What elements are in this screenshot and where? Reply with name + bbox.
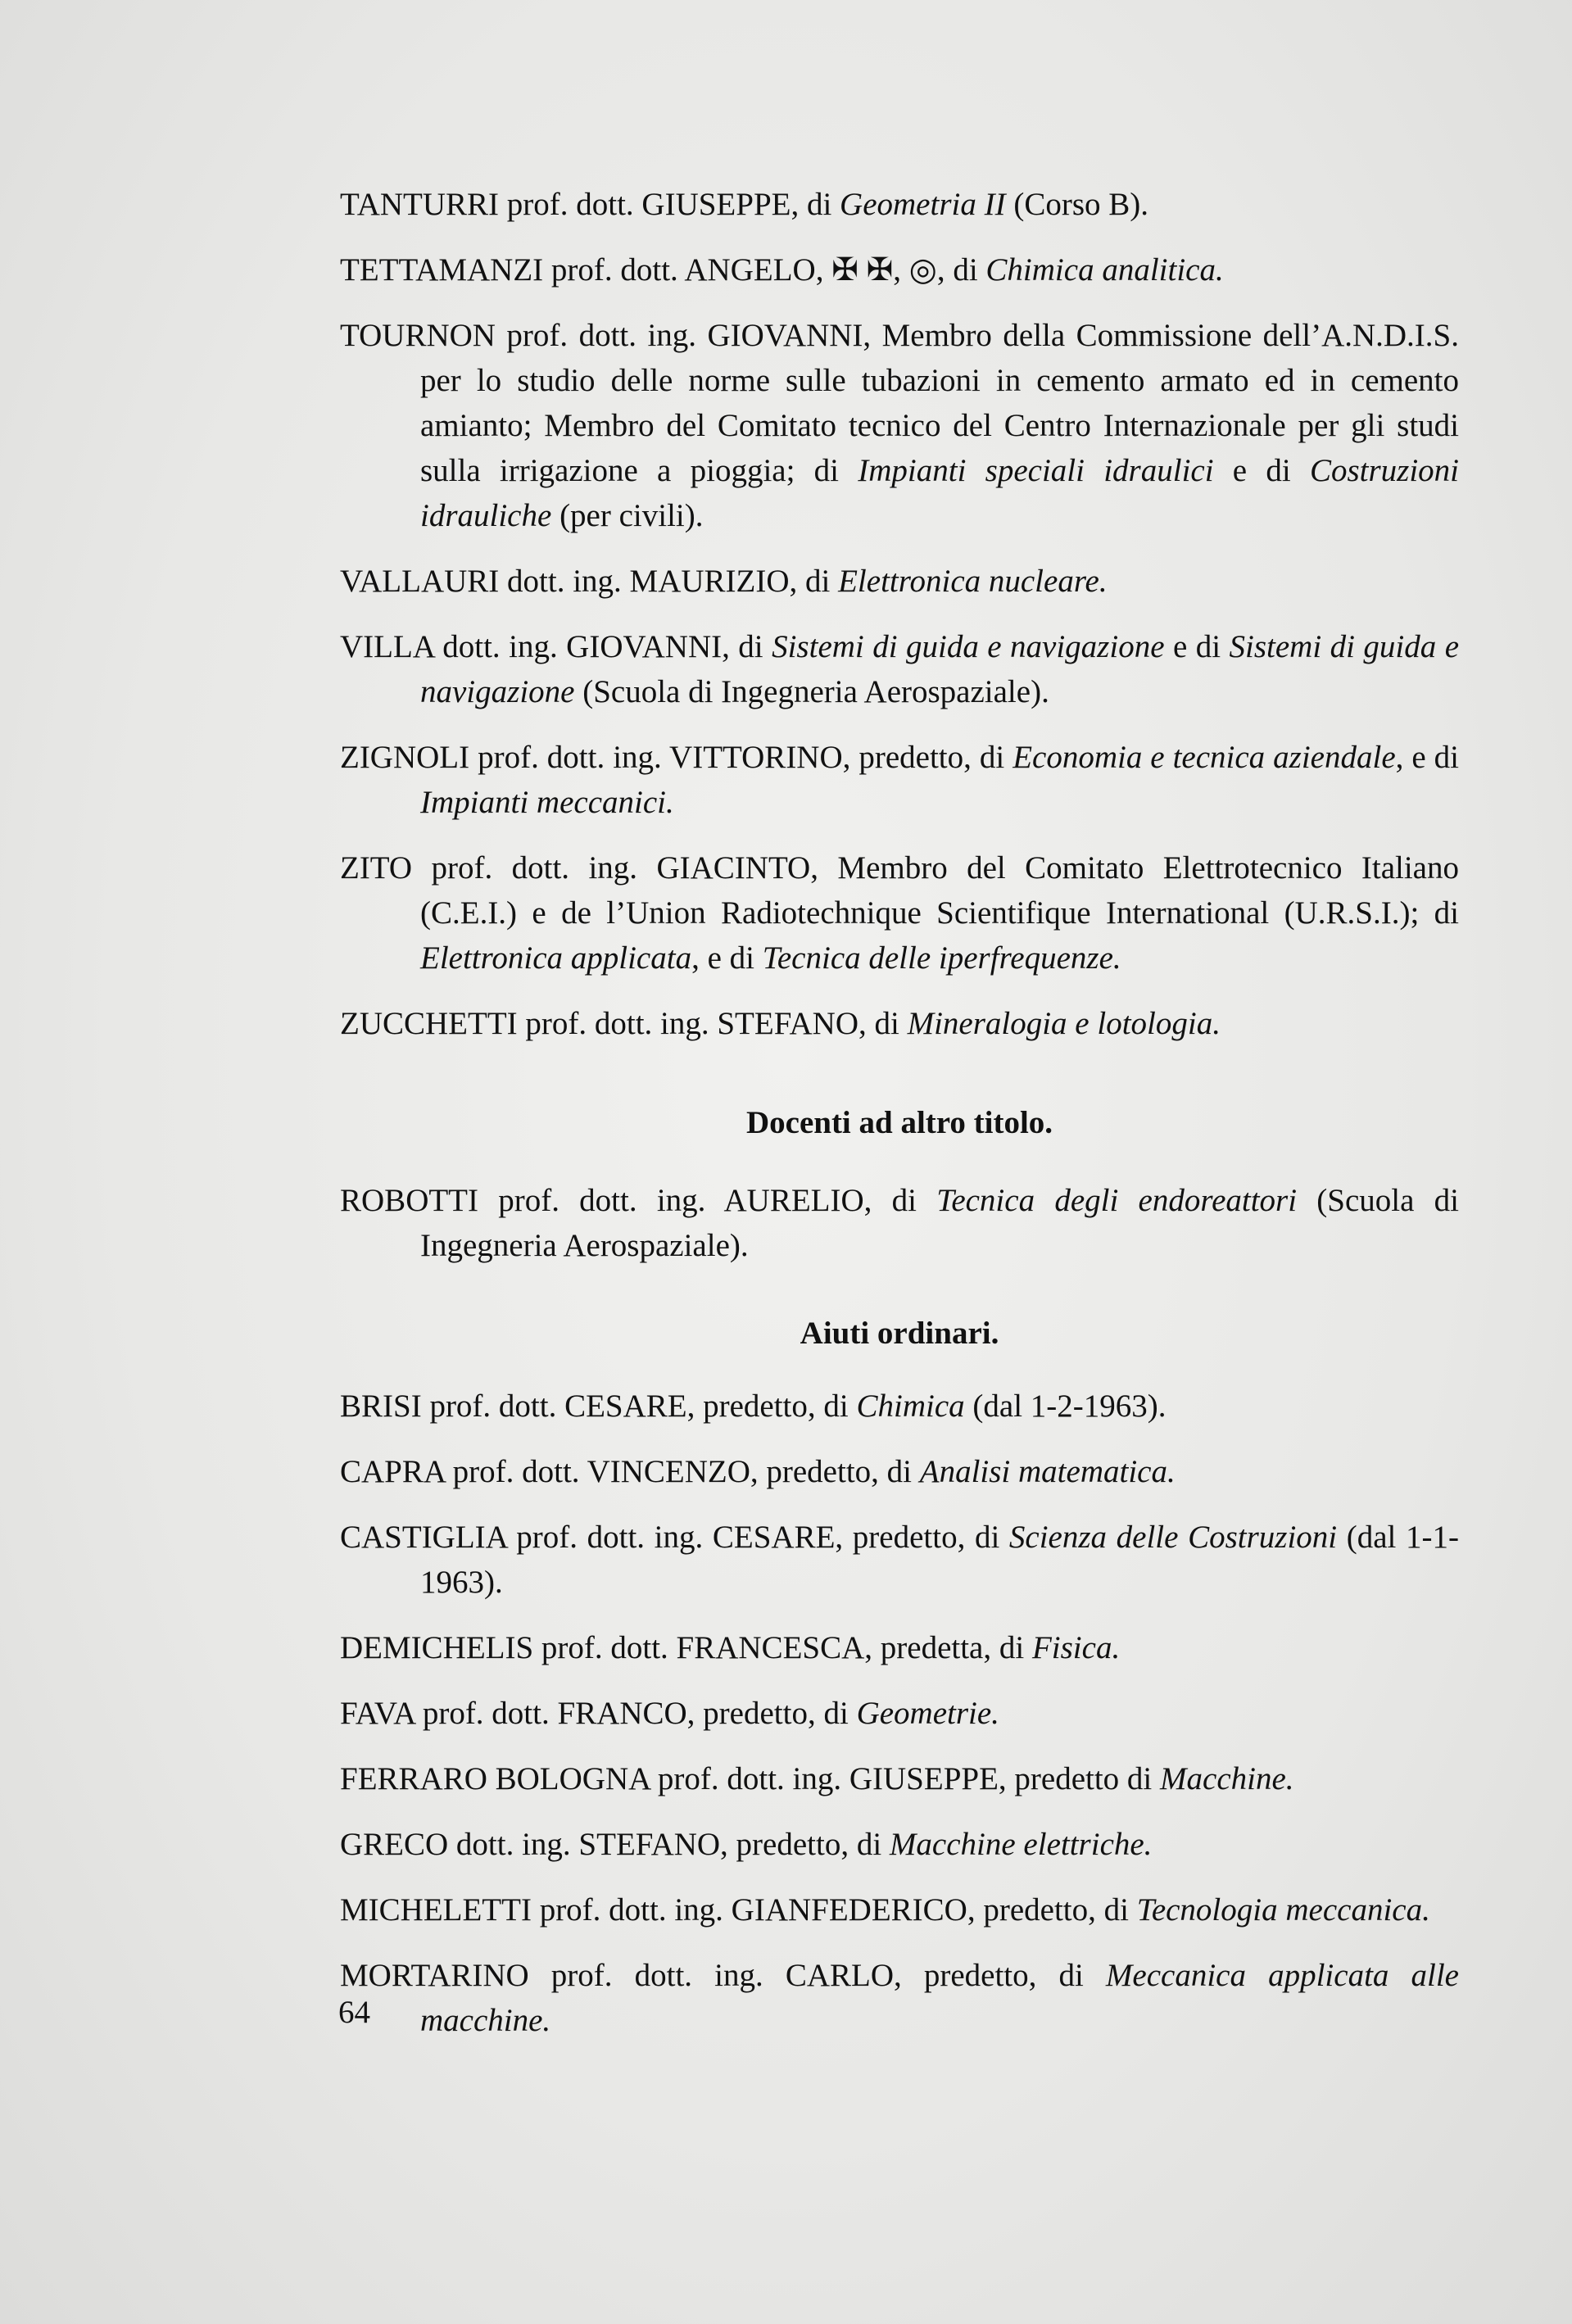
faculty-entry: CASTIGLIA prof. dott. ing. CESARE, predetto, di Scienza delle Costruzioni (dal 1-1-1963). bbox=[340, 1520, 1459, 1600]
faculty-entry: FERRARO BOLOGNA prof. dott. ing. GIUSEPPE, predetto di Macchine. bbox=[340, 1761, 1294, 1796]
faculty-entry: VILLA dott. ing. GIOVANNI, di Sistemi di guida e navigazione e di Sistemi di guida e navigazione (Scuola di Ingegneria Aerospaziale). bbox=[340, 629, 1460, 709]
section-heading-aiuti-ordinari: Aiuti ordinari. bbox=[800, 1316, 999, 1351]
faculty-entry: VALLAURI dott. ing. MAURIZIO, di Elettronica nucleare. bbox=[340, 564, 1108, 599]
section-heading-altro-titolo: Docenti ad altro titolo. bbox=[745, 1105, 1053, 1140]
faculty-list-altro-titolo bbox=[340, 1178, 1459, 1268]
faculty-entry: FAVA prof. dott. FRANCO, predetto, di Geometrie. bbox=[340, 1696, 999, 1731]
faculty-list-aiuti-ordinari bbox=[340, 1384, 1459, 2043]
faculty-entry: ZIGNOLI prof. dott. ing. VITTORINO, predetto, di Economia e tecnica aziendale, e di Impianti meccanici. bbox=[340, 740, 1459, 820]
faculty-entry: BRISI prof. dott. CESARE, predetto, di Chimica (dal 1-2-1963). bbox=[340, 1389, 1167, 1424]
faculty-entry: ROBOTTI prof. dott. ing. AURELIO, di Tecnica degli endoreattori (Scuola di Ingegneria Aerospaziale). bbox=[340, 1183, 1459, 1263]
faculty-entry: ZITO prof. dott. ing. GIACINTO, Membro del Comitato Elettrotecnico Italiano (C.E.I.) e de l’Union Radiotechnique Scientifique International (U.R.S.I.); di Elettronica applicata, e di Tecnica delle iperfrequenze. bbox=[340, 850, 1459, 976]
faculty-entry: ZUCCHETTI prof. dott. ing. STEFANO, di Mineralogia e lotologia. bbox=[340, 1006, 1221, 1041]
page-number: 64 bbox=[338, 1995, 370, 2030]
faculty-entry: TETTAMANZI prof. dott. ANGELO, ✠ ✠, ◎, di Chimica analitica. bbox=[340, 252, 1224, 288]
faculty-entry: TOURNON prof. dott. ing. GIOVANNI, Membro della Commissione dell’A.N.D.I.S. per lo studio delle norme sulle tubazioni in cemento armato ed in cemento amianto; Membro del Comitato tecnico del Centro Internazionale per gli studi sulla irrigazione a pioggia; di Impianti speciali idraulici e di Costruzioni idrauliche (per civili). bbox=[340, 318, 1460, 533]
faculty-entry: MORTARINO prof. dott. ing. CARLO, predetto, di Meccanica applicata alle macchine. bbox=[340, 1958, 1459, 2038]
faculty-entry: CAPRA prof. dott. VINCENZO, predetto, di Analisi matematica. bbox=[340, 1454, 1176, 1489]
faculty-entry: TANTURRI prof. dott. GIUSEPPE, di Geometria II (Corso B). bbox=[340, 187, 1148, 222]
faculty-entry: MICHELETTI prof. dott. ing. GIANFEDERICO, predetto, di Tecnologia meccanica. bbox=[340, 1892, 1430, 1928]
faculty-list bbox=[340, 182, 1459, 1046]
faculty-entry: DEMICHELIS prof. dott. FRANCESCA, predetta, di Fisica. bbox=[340, 1630, 1121, 1665]
text-block bbox=[340, 182, 1459, 2064]
faculty-entry: GRECO dott. ing. STEFANO, predetto, di Macchine elettriche. bbox=[340, 1827, 1153, 1862]
